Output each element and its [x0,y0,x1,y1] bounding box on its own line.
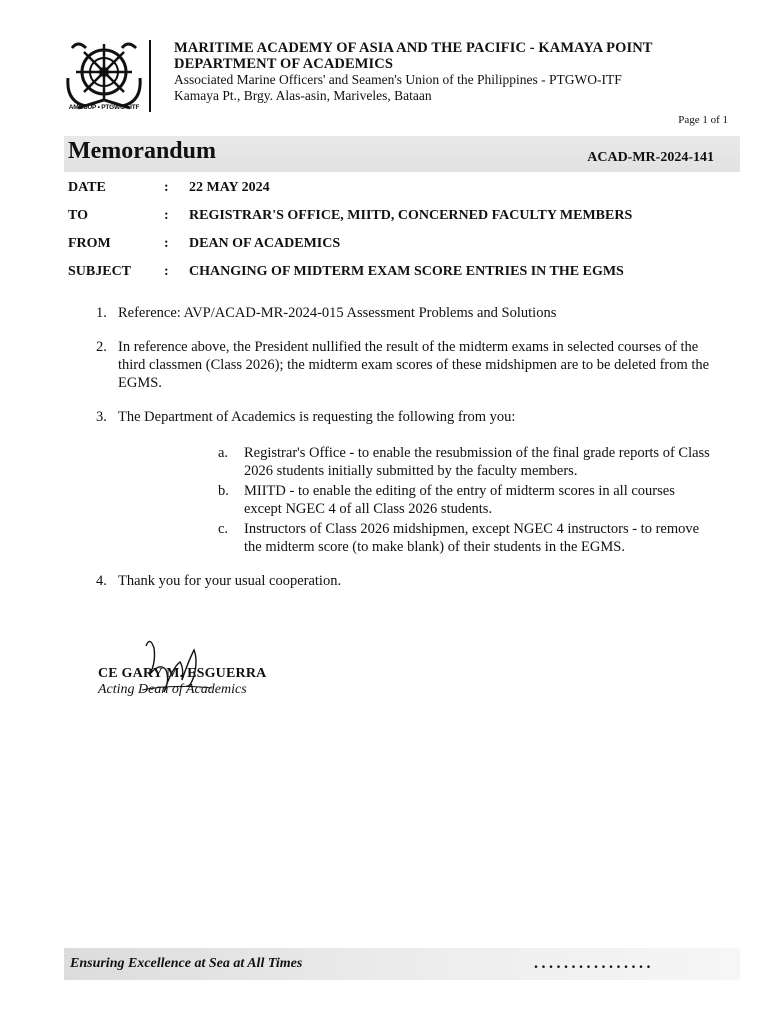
meta-key: TO [68,208,88,223]
meta-value: REGISTRAR'S OFFICE, MIITD, CONCERNED FACULTY MEMBERS [189,208,633,223]
signatory-name: CE GARY M. ESGUERRA [98,666,267,681]
institution-address: Kamaya Pt., Brgy. Alas-asin, Mariveles, Bataan [174,88,432,103]
letterhead [174,40,653,104]
signature-block [98,666,266,698]
union-name: Associated Marine Officers' and Seamen's Union of the Philippines - PTGWO-ITF [174,72,622,87]
footer-motto: Ensuring Excellence at Sea at All Times [70,956,303,971]
sub-item-text: MIITD - to enable the editing of the entry of midterm scores in all courses except NGEC 4 of all Class 2026 students. [244,483,675,517]
memo-title: Memorandum [68,138,216,164]
meta-value: 22 MAY 2024 [189,180,270,195]
item-text: In reference above, the President nullified the result of the midterm exams in selected courses of the third classmen (Class 2026); the midterm exam scores of these midshipmen are to be deleted from the EGMS. [118,339,710,391]
item-number: 4. [96,573,107,589]
department-name: DEPARTMENT OF ACADEMICS [174,56,394,72]
meta-value: DEAN OF ACADEMICS [189,236,341,251]
footer-dots: ................ [534,955,654,972]
sub-item-text: Registrar's Office - to enable the resubmission of the final grade reports of Class 2026 students initially submitted by the faculty members. [244,445,710,479]
sub-list-item [218,482,712,518]
item-number: 3. [96,409,107,425]
sub-item-letter: b. [218,483,229,499]
sub-item-text: Instructors of Class 2026 midshipmen, except NGEC 4 instructors - to remove the midterm score (to make blank) of their students in the EGMS. [244,521,700,555]
meta-sep: : [164,208,169,223]
item-number: 1. [96,305,107,321]
meta-key: DATE [68,180,106,195]
sub-item-letter: c. [218,521,229,537]
item-text: Thank you for your usual cooperation. [118,573,342,589]
meta-sep: : [164,236,169,251]
header-divider [149,40,151,112]
meta-key: SUBJECT [68,264,132,279]
meta-value: CHANGING OF MIDTERM EXAM SCORE ENTRIES IN THE EGMS [189,264,624,279]
list-item [96,408,712,556]
list-item [96,572,712,590]
signatory-title: Acting Dean of Academics [98,682,247,697]
sub-item-letter: a. [218,445,229,461]
list-item [96,338,712,392]
sub-list [118,444,712,556]
item-text: The Department of Academics is requesting the following from you: [118,409,516,425]
sub-list-item [218,520,712,556]
memo-body [96,304,712,606]
logo-caption: AMOSUP • PTGWO • ITF [68,104,140,111]
item-number: 2. [96,339,107,355]
page-indicator: Page 1 of 1 [678,114,728,126]
meta-sep: : [164,264,169,279]
sub-list-item [218,444,712,480]
meta-sep: : [164,180,169,195]
institution-name: MARITIME ACADEMY OF ASIA AND THE PACIFIC - KAMAYA POINT [174,40,653,56]
item-text: Reference: AVP/ACAD-MR-2024-015 Assessment Problems and Solutions [118,305,557,321]
list-item [96,304,712,322]
memo-number: ACAD-MR-2024-141 [587,150,714,165]
meta-key: FROM [68,236,111,251]
